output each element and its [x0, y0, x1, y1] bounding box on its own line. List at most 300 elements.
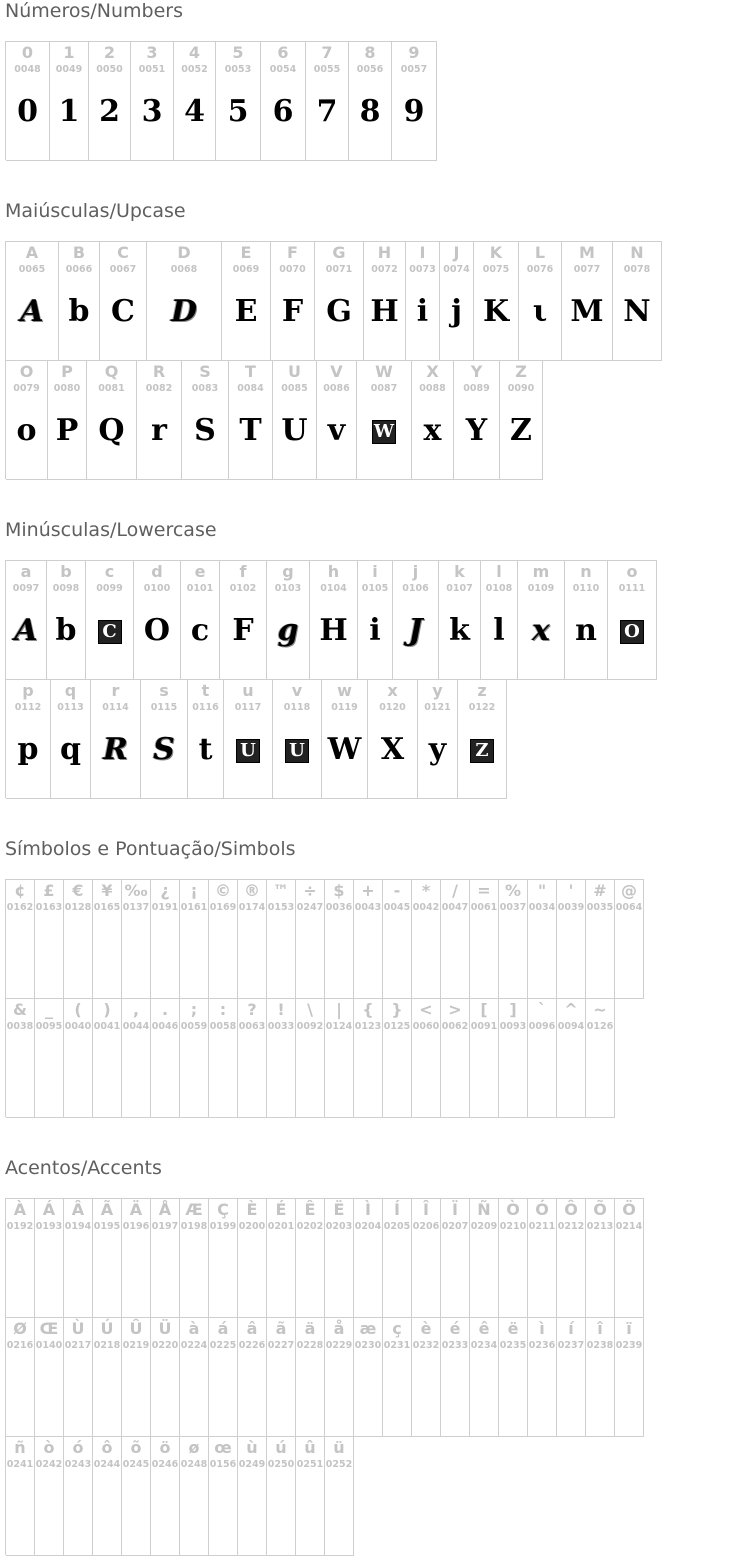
character-code: 0252 — [325, 1459, 353, 1470]
glyph-cell — [180, 1318, 209, 1437]
glyph-row — [5, 879, 644, 998]
character-label: k — [454, 562, 465, 581]
character-label: B — [72, 243, 86, 262]
character-label: é — [449, 1319, 461, 1338]
glyph-cell — [406, 242, 440, 361]
glyph-cell — [267, 880, 296, 999]
character-label: z — [477, 681, 487, 700]
glyph-cell — [273, 680, 322, 799]
glyph-cell — [267, 561, 310, 680]
glyph-cell — [238, 880, 267, 999]
glyph-preview: H — [319, 613, 348, 648]
character-label: X — [426, 362, 439, 381]
character-code: 0103 — [274, 583, 302, 594]
glyph-preview: b — [55, 613, 77, 648]
character-code: 0079 — [13, 383, 40, 394]
glyph-preview — [86, 606, 133, 656]
glyph-cell — [180, 1437, 209, 1556]
character-code: 0192 — [6, 1221, 34, 1232]
character-code: 0114 — [102, 702, 129, 713]
glyph-cell — [441, 880, 470, 999]
glyph-cell — [500, 361, 543, 480]
character-label: ¿ — [160, 881, 170, 900]
character-code: 0122 — [468, 702, 496, 713]
character-code: 0209 — [470, 1221, 498, 1232]
glyph-preview-box: C — [98, 620, 122, 644]
character-label: @ — [621, 881, 637, 900]
glyph-cell — [615, 1318, 644, 1437]
glyph-cell — [134, 561, 181, 680]
glyph-cell — [608, 561, 657, 680]
character-label: : — [219, 1000, 227, 1019]
character-label: Ò — [506, 1200, 520, 1219]
glyph-preview: 2 — [99, 94, 120, 129]
glyph-cell — [131, 42, 174, 161]
character-code: 0203 — [325, 1221, 353, 1232]
glyph-cell — [383, 1318, 412, 1437]
character-code: 0124 — [325, 1021, 353, 1032]
glyph-cell — [354, 1199, 383, 1318]
character-label: Ä — [129, 1200, 143, 1219]
glyph-cell — [441, 1318, 470, 1437]
glyph-cell — [557, 999, 586, 1118]
glyph-preview: c — [190, 613, 210, 648]
character-code: 0056 — [356, 64, 384, 75]
character-code: 0081 — [98, 383, 125, 394]
character-code: 0070 — [279, 264, 306, 275]
glyph-cell — [392, 42, 437, 161]
glyph-preview — [608, 606, 656, 656]
character-code: 0098 — [52, 583, 80, 594]
character-label: ë — [507, 1319, 519, 1338]
character-code: 0233 — [441, 1340, 469, 1351]
glyph-cell — [180, 880, 209, 999]
character-code: 0051 — [138, 64, 166, 75]
character-code: 0230 — [354, 1340, 382, 1351]
glyph-cell — [557, 1199, 586, 1318]
character-label: W — [375, 362, 393, 381]
character-code: 0162 — [6, 902, 34, 913]
character-code: 0126 — [586, 1021, 614, 1032]
glyph-cell — [224, 680, 273, 799]
character-label: l — [496, 562, 502, 581]
glyph-cell — [439, 561, 481, 680]
glyph-cell — [528, 999, 557, 1118]
glyph-cell — [565, 561, 608, 680]
glyph-cell — [93, 999, 122, 1118]
glyph-cell — [6, 561, 47, 680]
character-code: 0082 — [145, 383, 173, 394]
glyph-preview: 4 — [184, 94, 205, 129]
character-label: ñ — [14, 1438, 26, 1457]
character-code: 0092 — [296, 1021, 324, 1032]
character-label: P — [61, 362, 73, 381]
glyph-cell — [557, 1318, 586, 1437]
glyph-preview: y — [428, 732, 447, 767]
character-code: 0210 — [499, 1221, 527, 1232]
character-code: 0224 — [180, 1340, 208, 1351]
character-label: J — [453, 243, 460, 262]
character-label: 7 — [321, 43, 333, 62]
character-code: 0204 — [354, 1221, 382, 1232]
glyph-preview: U — [281, 413, 308, 448]
glyph-row — [5, 1436, 354, 1555]
glyph-cell — [261, 42, 306, 161]
glyph-cell — [151, 880, 180, 999]
character-code: 0109 — [527, 583, 555, 594]
glyph-cell — [349, 42, 392, 161]
glyph-preview-box: U — [285, 739, 309, 763]
character-label: ; — [190, 1000, 198, 1019]
glyph-cell — [273, 361, 317, 480]
character-code: 0216 — [6, 1340, 34, 1351]
character-code: 0169 — [209, 902, 237, 913]
glyph-preview: H — [370, 294, 399, 329]
glyph-cell — [64, 1437, 93, 1556]
glyph-cell — [151, 1437, 180, 1556]
glyph-preview: N — [623, 294, 651, 329]
glyph-cell — [474, 242, 519, 361]
glyph-cell — [296, 880, 325, 999]
character-code: 0174 — [238, 902, 266, 913]
glyph-cell — [238, 1318, 267, 1437]
character-label: Û — [129, 1319, 143, 1338]
character-label: [ — [480, 1000, 488, 1019]
character-code: 0066 — [65, 264, 93, 275]
character-code: 0163 — [35, 902, 63, 913]
character-label: Œ — [39, 1319, 59, 1338]
character-code: 0137 — [122, 902, 150, 913]
character-code: 0211 — [528, 1221, 556, 1232]
glyph-cell — [59, 242, 100, 361]
character-code: 0235 — [499, 1340, 527, 1351]
character-code: 0037 — [499, 902, 527, 913]
glyph-cell — [267, 1437, 296, 1556]
glyph-preview: Q — [98, 413, 125, 448]
character-label: 3 — [146, 43, 158, 62]
glyph-preview: l — [493, 613, 505, 648]
character-code: 0120 — [379, 702, 406, 713]
section-title: Números/Numbers — [5, 0, 183, 22]
glyph-cell — [6, 880, 35, 999]
character-label: Ú — [100, 1319, 114, 1338]
glyph-cell — [6, 42, 50, 161]
character-code: 0040 — [64, 1021, 92, 1032]
glyph-cell — [6, 361, 48, 480]
glyph-cell — [64, 1199, 93, 1318]
glyph-cell — [209, 1199, 238, 1318]
glyph-cell — [586, 1318, 615, 1437]
character-code: 0107 — [446, 583, 473, 594]
character-code: 0090 — [507, 383, 535, 394]
character-label: - — [393, 881, 401, 900]
glyph-preview: A — [20, 294, 44, 329]
character-label: * — [421, 881, 431, 900]
character-label: É — [275, 1200, 287, 1219]
glyph-cell — [393, 561, 439, 680]
character-label: o — [626, 562, 638, 581]
glyph-cell — [122, 1199, 151, 1318]
character-label: Y — [470, 362, 483, 381]
glyph-cell — [499, 1318, 528, 1437]
glyph-preview: t — [198, 732, 213, 767]
glyph-cell — [325, 880, 354, 999]
character-label: O — [19, 362, 34, 381]
character-code: 0041 — [93, 1021, 121, 1032]
character-label: û — [304, 1438, 316, 1457]
character-code: 0084 — [237, 383, 264, 394]
character-code: 0115 — [150, 702, 178, 713]
character-code: 0035 — [586, 902, 614, 913]
glyph-cell — [47, 561, 86, 680]
character-code: 0196 — [122, 1221, 150, 1232]
character-code: 0220 — [151, 1340, 179, 1351]
glyph-cell — [325, 1318, 354, 1437]
character-label: © — [215, 881, 231, 900]
character-label: 1 — [63, 43, 75, 62]
glyph-cell — [528, 880, 557, 999]
character-label: i — [372, 562, 378, 581]
character-label: u — [242, 681, 254, 700]
glyph-cell — [354, 880, 383, 999]
character-label: Ã — [100, 1200, 114, 1219]
character-code: 0072 — [371, 264, 398, 275]
character-code: 0033 — [267, 1021, 295, 1032]
glyph-cell — [412, 361, 454, 480]
glyph-cell — [93, 1318, 122, 1437]
glyph-cell — [147, 242, 222, 361]
glyph-cell — [481, 561, 518, 680]
glyph-cell — [412, 1318, 441, 1437]
character-label: ì — [539, 1319, 545, 1338]
glyph-cell — [296, 1318, 325, 1437]
character-code: 0075 — [482, 264, 510, 275]
glyph-cell — [267, 1318, 296, 1437]
character-code: 0068 — [170, 264, 198, 275]
glyph-preview: 7 — [316, 94, 338, 129]
character-code: 0227 — [267, 1340, 295, 1351]
glyph-cell — [180, 1199, 209, 1318]
glyph-preview: Y — [465, 413, 488, 448]
character-label: È — [246, 1200, 258, 1219]
character-label: c — [104, 562, 115, 581]
character-label: R — [152, 362, 166, 381]
glyph-cell — [412, 999, 441, 1118]
character-label: | — [336, 1000, 342, 1019]
glyph-preview: 0 — [17, 94, 38, 129]
character-label: € — [72, 881, 84, 900]
character-label: Õ — [593, 1200, 607, 1219]
glyph-cell — [6, 1199, 35, 1318]
character-label: t — [201, 681, 210, 700]
character-code: 0239 — [615, 1340, 643, 1351]
character-code: 0063 — [238, 1021, 266, 1032]
character-code: 0039 — [557, 902, 585, 913]
glyph-cell — [470, 1199, 499, 1318]
character-label: K — [489, 243, 503, 262]
glyph-cell — [412, 1199, 441, 1318]
glyph-preview: S — [153, 732, 175, 767]
character-label: Ì — [365, 1200, 371, 1219]
character-label: Î — [423, 1200, 429, 1219]
character-code: 0067 — [109, 264, 137, 275]
glyph-cell — [238, 1437, 267, 1556]
character-code: 0205 — [383, 1221, 411, 1232]
glyph-cell — [470, 880, 499, 999]
character-label: Æ — [185, 1200, 203, 1219]
glyph-cell — [6, 1318, 35, 1437]
glyph-preview: F — [232, 613, 254, 648]
glyph-cell — [586, 880, 615, 999]
character-label: + — [361, 881, 375, 900]
character-label: Ü — [158, 1319, 172, 1338]
character-label: = — [477, 881, 491, 900]
character-code: 0207 — [441, 1221, 469, 1232]
glyph-preview: O — [143, 613, 171, 648]
character-label: d — [151, 562, 163, 581]
character-code: 0060 — [412, 1021, 440, 1032]
character-label: Ù — [71, 1319, 85, 1338]
glyph-cell — [296, 1437, 325, 1556]
section-title: Acentos/Accents — [5, 1157, 162, 1179]
character-label: Ñ — [477, 1200, 491, 1219]
section-title: Maiúsculas/Upcase — [5, 200, 186, 222]
glyph-preview: K — [482, 294, 510, 329]
glyph-cell — [357, 361, 412, 480]
character-label: ï — [626, 1319, 632, 1338]
glyph-cell — [64, 999, 93, 1118]
character-code: 0238 — [586, 1340, 614, 1351]
character-code: 0083 — [191, 383, 219, 394]
glyph-preview — [357, 406, 411, 456]
glyph-cell — [267, 1199, 296, 1318]
character-label: ® — [244, 881, 260, 900]
character-code: 0077 — [573, 264, 601, 275]
glyph-cell — [51, 680, 91, 799]
glyph-cell — [354, 999, 383, 1118]
character-code: 0050 — [96, 64, 123, 75]
glyph-cell — [6, 999, 35, 1118]
glyph-cell — [35, 1199, 64, 1318]
character-code: 0073 — [409, 264, 436, 275]
character-code: 0193 — [35, 1221, 63, 1232]
character-label: ÷ — [303, 881, 317, 900]
character-code: 0201 — [267, 1221, 295, 1232]
glyph-cell — [296, 999, 325, 1118]
character-code: 0108 — [485, 583, 513, 594]
glyph-preview: 3 — [141, 94, 163, 129]
glyph-row — [5, 1198, 644, 1317]
character-code: 0241 — [6, 1459, 34, 1470]
character-label: # — [593, 881, 607, 900]
character-label: 5 — [232, 43, 244, 62]
character-code: 0096 — [528, 1021, 556, 1032]
glyph-preview: i — [416, 294, 429, 329]
character-label: À — [13, 1200, 27, 1219]
character-code: 0198 — [180, 1221, 208, 1232]
glyph-cell — [151, 1199, 180, 1318]
character-code: 0243 — [64, 1459, 92, 1470]
glyph-cell — [368, 680, 418, 799]
glyph-cell — [562, 242, 613, 361]
character-code: 0202 — [296, 1221, 324, 1232]
glyph-preview-box: Z — [470, 739, 494, 763]
character-label: ` — [538, 1000, 546, 1019]
character-code: 0218 — [93, 1340, 121, 1351]
character-label: v — [291, 681, 303, 700]
character-code: 0113 — [57, 702, 84, 713]
character-label: Ç — [217, 1200, 229, 1219]
character-label: D — [177, 243, 191, 262]
character-code: 0043 — [354, 902, 382, 913]
glyph-row — [5, 560, 657, 679]
glyph-cell — [89, 42, 131, 161]
character-label: C — [117, 243, 129, 262]
character-code: 0078 — [623, 264, 651, 275]
glyph-cell — [586, 999, 615, 1118]
character-label: Ô — [564, 1200, 578, 1219]
character-label: I — [419, 243, 426, 262]
glyph-cell — [315, 242, 364, 361]
glyph-cell — [499, 880, 528, 999]
character-code: 0105 — [361, 583, 389, 594]
glyph-cell — [181, 561, 220, 680]
glyph-preview: i — [369, 613, 381, 648]
character-label: m — [532, 562, 550, 581]
character-code: 0248 — [180, 1459, 208, 1470]
glyph-cell — [325, 1199, 354, 1318]
character-label: æ — [359, 1319, 377, 1338]
character-label: . — [161, 1000, 169, 1019]
glyph-preview: 8 — [359, 94, 381, 129]
character-label: ù — [246, 1438, 258, 1457]
character-code: 0125 — [383, 1021, 411, 1032]
character-code: 0111 — [618, 583, 646, 594]
character-code: 0052 — [181, 64, 208, 75]
character-code: 0110 — [572, 583, 600, 594]
character-label: T — [245, 362, 256, 381]
glyph-preview: P — [55, 413, 79, 448]
character-label: ê — [478, 1319, 490, 1338]
glyph-cell — [518, 561, 565, 680]
character-code: 0212 — [557, 1221, 585, 1232]
character-label: £ — [43, 881, 55, 900]
character-label: { — [362, 1000, 374, 1019]
glyph-row — [5, 679, 507, 798]
glyph-cell — [296, 1199, 325, 1318]
glyph-cell — [310, 561, 358, 680]
glyph-row — [5, 998, 615, 1117]
character-label: ô — [101, 1438, 113, 1457]
glyph-cell — [267, 999, 296, 1118]
character-code: 0251 — [296, 1459, 324, 1470]
character-label: ¡ — [190, 881, 198, 900]
character-code: 0242 — [35, 1459, 63, 1470]
glyph-cell — [86, 561, 134, 680]
glyph-preview: k — [449, 613, 470, 648]
glyph-preview: o — [16, 413, 37, 448]
character-label: 4 — [188, 43, 201, 62]
glyph-cell — [412, 880, 441, 999]
character-label: ö — [159, 1438, 171, 1457]
character-code: 0099 — [96, 583, 123, 594]
character-code: 0245 — [122, 1459, 150, 1470]
character-code: 0097 — [12, 583, 40, 594]
glyph-preview: x — [423, 413, 442, 448]
character-code: 0069 — [232, 264, 260, 275]
glyph-preview: T — [239, 413, 262, 448]
character-label: w — [337, 681, 352, 700]
